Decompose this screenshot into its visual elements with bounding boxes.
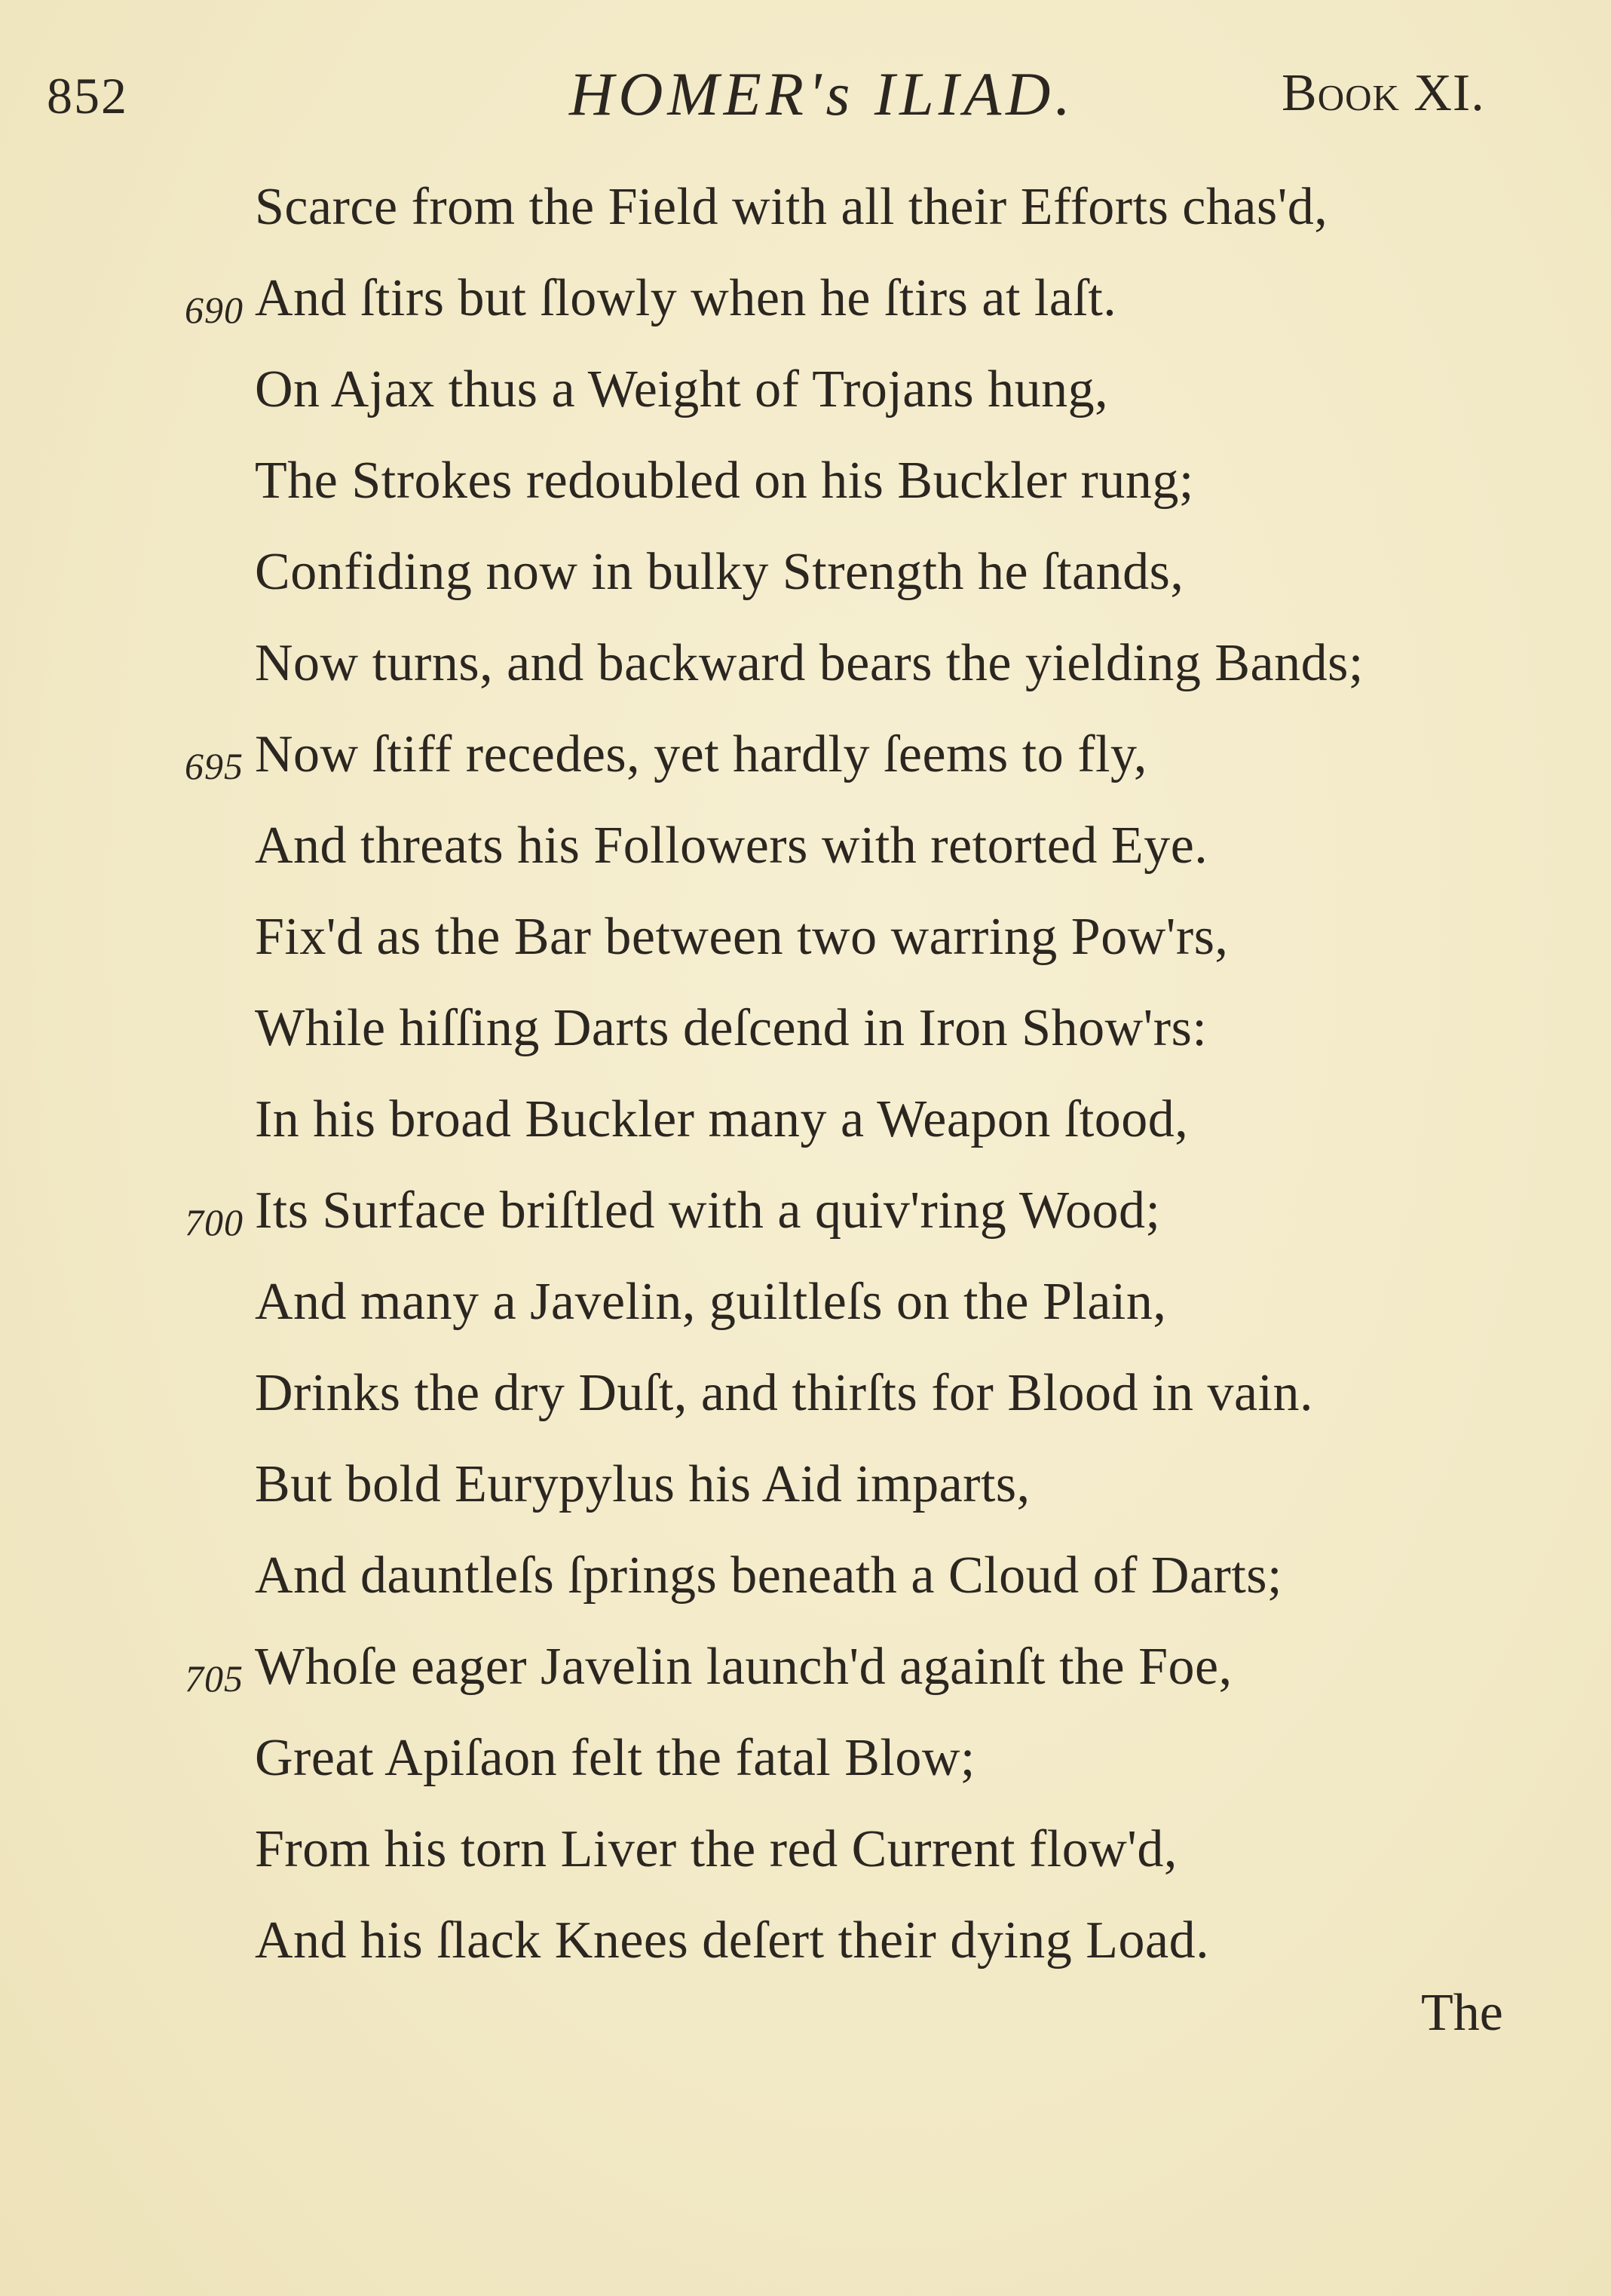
line-number: 705	[185, 1657, 243, 1700]
verse-line	[0, 1363, 1611, 1455]
line-text: But bold Eurypylus his Aid imparts,	[255, 1455, 1031, 1513]
line-text: And many a Javelin, guiltleſs on the Plain,	[255, 1273, 1167, 1331]
line-text: Whoſe eager Javelin launch'd againſt the Foe,	[255, 1638, 1233, 1696]
line-text: On Ajax thus a Weight of Trojans hung,	[255, 360, 1109, 418]
line-text: From his torn Liver the red Current flow'd,	[255, 1820, 1178, 1878]
verse-block	[0, 177, 1611, 2002]
line-text: And ſtirs but ſlowly when he ſtirs at laſt.	[255, 269, 1117, 327]
line-text: And his ſlack Knees deſert their dying Load.	[255, 1911, 1210, 1970]
line-number: 700	[185, 1201, 243, 1243]
verse-line	[0, 1181, 1611, 1272]
verse-line	[0, 998, 1611, 1090]
line-text: The Strokes redoubled on his Buckler rung;	[255, 452, 1194, 510]
line-text: Confiding now in bulky Strength he ſtands,	[255, 543, 1184, 601]
verse-line	[0, 451, 1611, 542]
line-text: Now turns, and backward bears the yielding Bands;	[255, 634, 1364, 692]
verse-line	[0, 360, 1611, 451]
verse-line	[0, 633, 1611, 725]
line-number: 695	[185, 745, 243, 787]
verse-line	[0, 1637, 1611, 1728]
page-number: 852	[47, 67, 128, 124]
verse-line	[0, 1090, 1611, 1181]
verse-line	[0, 1272, 1611, 1363]
verse-line	[0, 907, 1611, 998]
line-text: Fix'd as the Bar between two warring Pow'rs,	[255, 908, 1229, 966]
verse-line	[0, 1455, 1611, 1546]
line-text: While hiſſing Darts deſcend in Iron Show'rs:	[255, 999, 1208, 1057]
verse-line	[0, 1546, 1611, 1637]
verse-line	[0, 816, 1611, 907]
line-text: And dauntleſs ſprings beneath a Cloud of Darts;	[255, 1547, 1282, 1605]
line-number: 690	[185, 289, 243, 331]
book-label: Book XI.	[1282, 64, 1485, 122]
verse-line	[0, 1819, 1611, 1911]
verse-line	[0, 542, 1611, 633]
line-text: And threats his Followers with retorted Eye.	[255, 817, 1208, 875]
catchword: The	[1421, 1984, 1503, 2042]
running-head	[0, 45, 1611, 128]
line-text: Drinks the dry Duſt, and thirſts for Blood in vain.	[255, 1364, 1313, 1422]
line-text: Great Apiſaon felt the fatal Blow;	[255, 1729, 975, 1787]
running-title: HOMER's ILIAD.	[569, 60, 1075, 128]
line-text: Now ſtiff recedes, yet hardly ſeems to fly,	[255, 725, 1147, 783]
verse-line	[0, 725, 1611, 816]
verse-line	[0, 268, 1611, 360]
line-text: Scarce from the Field with all their Efforts chas'd,	[255, 178, 1328, 236]
line-text: In his broad Buckler many a Weapon ſtood,	[255, 1090, 1189, 1148]
verse-line	[0, 1728, 1611, 1819]
line-text: Its Surface briſtled with a quiv'ring Wood;	[255, 1182, 1161, 1240]
verse-line	[0, 1911, 1611, 2002]
verse-line	[0, 177, 1611, 268]
